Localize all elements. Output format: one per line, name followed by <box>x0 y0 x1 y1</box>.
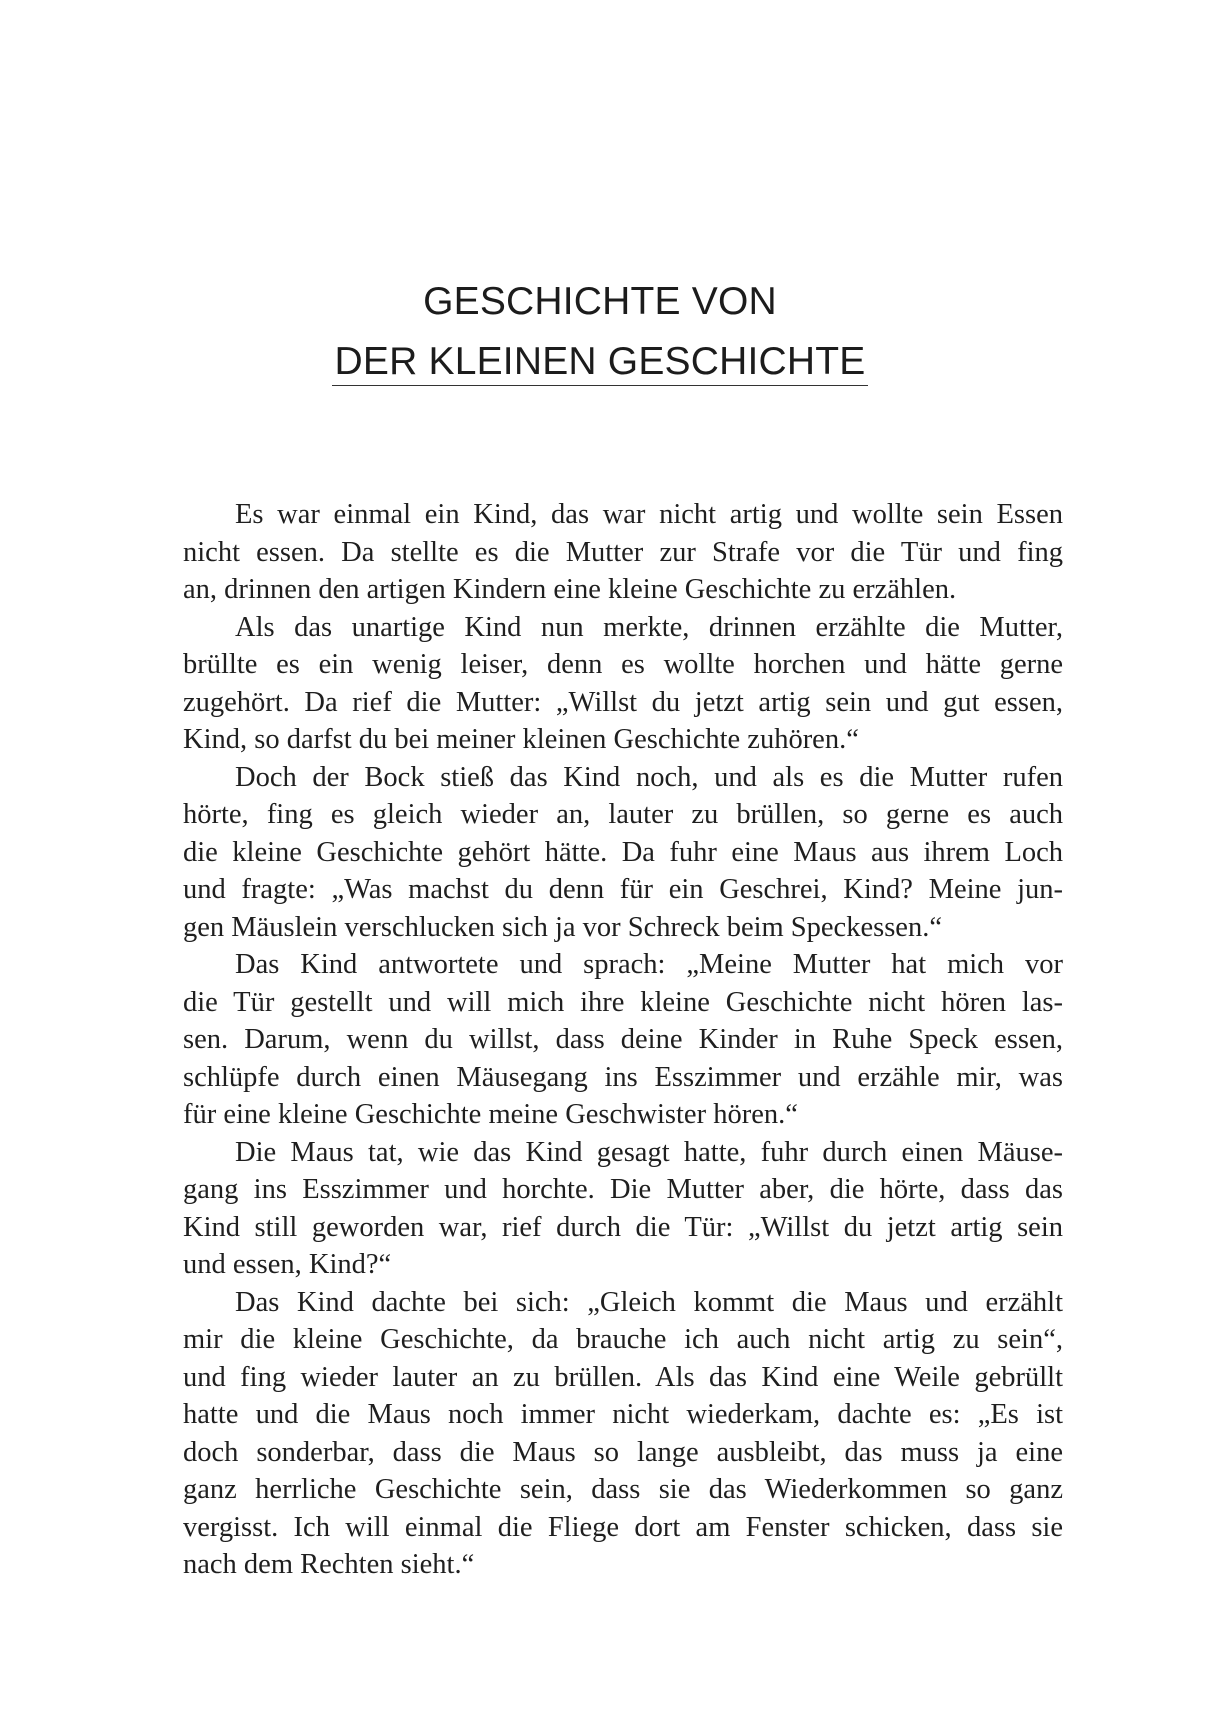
title-underline <box>332 385 868 386</box>
text-line: sen. Darum, wenn du willst, dass deine Kinder in Ruhe Speck essen, <box>183 1024 1063 1055</box>
paragraph-6 <box>133 1284 1063 1584</box>
chapter-title-line-2: DER KLEINEN GESCHICHTE <box>334 340 866 383</box>
chapter-title <box>330 272 870 392</box>
text-line: Als das unartige Kind nun merkte, drinnen erzählte die Mutter, <box>235 611 1063 643</box>
text-line: hörte, fing es gleich wieder an, lauter zu brüllen, so gerne es auch <box>183 799 1063 830</box>
text-line: hatte und die Maus noch immer nicht wiederkam, dachte es: „Es ist <box>183 1399 1063 1430</box>
text-line: Das Kind antwortete und sprach: „Meine Mutter hat mich vor <box>235 949 1063 980</box>
paragraph-3 <box>133 759 1063 947</box>
text-line: nicht essen. Da stellte es die Mutter zur Strafe vor die Tür und fing <box>183 536 1063 568</box>
text-line: für eine kleine Geschichte meine Geschwister hören.“ <box>183 1099 798 1130</box>
text-line: doch sonderbar, dass die Maus so lange ausbleibt, das muss ja eine <box>183 1436 1063 1468</box>
text-line: Das Kind dachte bei sich: „Gleich kommt die Maus und erzählt <box>235 1286 1063 1318</box>
text-line: Kind, so darfst du bei meiner kleinen Geschichte zuhören.“ <box>183 724 859 755</box>
text-line: und fragte: „Was machst du denn für ein Geschrei, Kind? Meine jun- <box>183 874 1063 905</box>
text-line: an, drinnen den artigen Kindern eine kleine Geschichte zu erzählen. <box>183 574 957 605</box>
text-line: gen Mäuslein verschlucken sich ja vor Schreck beim Speckessen.“ <box>183 911 942 943</box>
paragraph-2 <box>133 609 1063 759</box>
text-line: brüllte es ein wenig leiser, denn es wollte horchen und hätte gerne <box>183 649 1063 680</box>
text-line: Die Maus tat, wie das Kind gesagt hatte, fuhr durch einen Mäuse- <box>235 1136 1063 1168</box>
text-line: Doch der Bock stieß das Kind noch, und als es die Mutter rufen <box>235 761 1063 793</box>
text-line: zugehört. Da rief die Mutter: „Willst du jetzt artig sein und gut essen, <box>183 686 1063 718</box>
paragraph-1 <box>133 496 1063 609</box>
text-line: und fing wieder lauter an zu brüllen. Als das Kind eine Weile gebrüllt <box>183 1361 1063 1393</box>
text-line: die Tür gestellt und will mich ihre kleine Geschichte nicht hören las- <box>183 986 1063 1018</box>
paragraph-5 <box>133 1134 1063 1284</box>
chapter-title-line-1: GESCHICHTE VON <box>423 280 777 323</box>
text-line: gang ins Esszimmer und horchte. Die Mutter aber, die hörte, dass das <box>183 1174 1063 1205</box>
text-line: Es war einmal ein Kind, das war nicht artig und wollte sein Essen <box>235 499 1063 530</box>
text-line: ganz herrliche Geschichte sein, dass sie das Wiederkommen so ganz <box>183 1474 1063 1505</box>
text-line: nach dem Rechten sieht.“ <box>183 1549 475 1580</box>
text-line: schlüpfe durch einen Mäusegang ins Esszimmer und erzähle mir, was <box>183 1061 1063 1093</box>
text-line: die kleine Geschichte gehört hätte. Da fuhr eine Maus aus ihrem Loch <box>183 836 1063 868</box>
story-text <box>133 496 1063 1584</box>
text-line: vergisst. Ich will einmal die Fliege dort am Fenster schicken, dass sie <box>183 1511 1063 1543</box>
text-line: und essen, Kind?“ <box>183 1249 392 1280</box>
text-line: Kind still geworden war, rief durch die Tür: „Willst du jetzt artig sein <box>183 1211 1063 1243</box>
text-line: mir die kleine Geschichte, da brauche ich auch nicht artig zu sein“, <box>183 1324 1063 1355</box>
paragraph-4 <box>133 946 1063 1134</box>
